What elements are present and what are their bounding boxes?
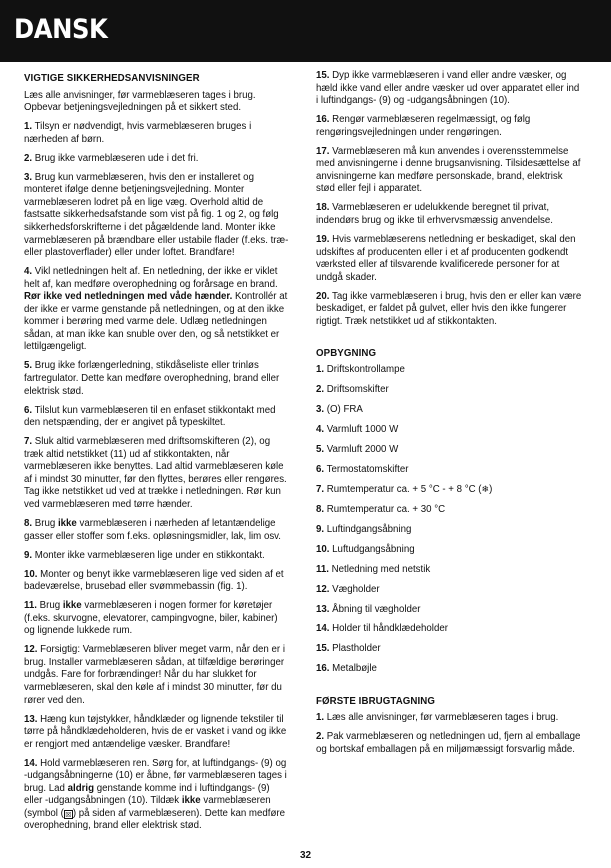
safety-item-9 (24, 550, 290, 563)
item-text: varmeblæseren i nærheden af letantændelige gasser eller stoffer som f.eks. opløsningsmidler, lak, lim osv. (24, 517, 281, 542)
item-text: Varmluft 2000 W (326, 443, 399, 455)
item-text-bold: ikke (181, 795, 201, 807)
item-text: Sluk altid varmeblæseren med driftsomskifteren (2), og træk altid netstikket (11) ud af stikkontakten, når varmeblæseren ikke benyttes. Lad altid varmeblæseren køle af i mindst 30 minutter, før den flyttes, berøres eller rengøres. Tag ikke netstikket ud ved at trække i netledningen. Rør kun ved varmeblæseren med tørre hænder. (24, 436, 287, 510)
item-text: Varmluft 1000 W (326, 423, 399, 435)
item-text: ) på siden af varmeblæseren). Dette kan medføre overophedning, brand eller elektrisk stød. (24, 807, 285, 832)
part-item-15 (316, 643, 582, 656)
item-number: 15. (316, 70, 330, 81)
item-number: 1. (24, 121, 33, 133)
item-text: Termostatomskifter (326, 463, 409, 475)
part-item-14 (316, 623, 582, 636)
item-number: 13. (316, 603, 330, 615)
safety-item-13 (24, 714, 290, 752)
safety-item-6 (24, 405, 290, 430)
item-text: genstande komme ind i luftindgangs- (9) eller -udgangsåbningen (10). Tildæk (24, 782, 270, 807)
item-number: 6. (24, 404, 33, 416)
item-text: Driftsomskifter (326, 384, 389, 396)
page-number: 32 (299, 850, 312, 861)
safety-item-7 (24, 436, 290, 511)
item-text: varmeblæseren (symbol ( (24, 795, 271, 819)
item-number: 7. (24, 436, 33, 448)
item-number: 9. (24, 549, 33, 561)
spacer (316, 335, 582, 345)
item-number: 12. (316, 583, 330, 595)
right-column (316, 70, 582, 763)
spacer (316, 683, 582, 693)
item-text: Varmeblæseren er udelukkende beregnet til privat, indendørs brug og ikke til erhvervsmæssig anvendelse. (316, 202, 553, 226)
item-text: Driftskontrollampe (326, 364, 405, 376)
safety-item-4 (24, 266, 290, 354)
item-text: Pak varmeblæseren og netledningen ud, fjern al emballage og bortskaf emballagen på en miljømæssigt forsvarlig måde. (316, 731, 581, 756)
safety-item-5 (24, 360, 290, 398)
part-item-12 (316, 584, 582, 597)
item-number: 15. (316, 643, 330, 655)
safety-item-19 (316, 234, 582, 284)
item-number: 6. (316, 463, 325, 475)
safety-item-14 (24, 758, 290, 833)
item-text: Luftudgangsåbning (332, 543, 415, 555)
item-text: Hvis varmeblæserens netledning er beskadiget, skal den udskiftes af producenten eller i et af producenten godkendt værksted eller af tilsvarende kvalificerede personer for at undgå skader. (316, 234, 576, 283)
item-text: Brug (39, 600, 61, 612)
item-number: 10. (24, 568, 38, 580)
item-number: 14. (316, 623, 330, 635)
item-number: 8. (316, 504, 325, 516)
item-text: (O) FRA (326, 404, 363, 416)
part-item-13 (316, 604, 582, 617)
safety-item-11 (24, 600, 290, 638)
language-header-bar (0, 0, 611, 62)
item-number: 2. (316, 384, 325, 396)
item-text: Dyp ikke varmeblæseren i vand eller andre væsker, og hæld ikke vand eller andre væsker ud over apparatet eller ind i luftindgangs- (9) og -udgangsåbningen (10). (316, 70, 580, 107)
item-number: 1. (316, 712, 325, 724)
item-text: Tilslut kun varmeblæseren til en enfaset stikkontakt med den netspænding, der er angivet på typeskiltet. (24, 404, 276, 429)
safety-item-18 (316, 202, 582, 227)
part-item-5 (316, 444, 582, 457)
item-text: Rumtemperatur ca. + 5 °C - + 8 °C ( (326, 484, 482, 496)
item-number: 2. (316, 731, 325, 743)
part-item-9 (316, 524, 582, 537)
item-text: Hæng kun tøjstykker, håndklæder og lignende tekstiler til tørre på håndklædeholderen, hvis de er vasket i vand og ikke er rengjort med antændelige væsker. Brandfare! (24, 713, 287, 750)
item-text: Vikl netledningen helt af. En netledning, der ikke er viklet helt af, kan medføre overophedning og forårsage en brand. (24, 266, 278, 290)
item-number: 8. (24, 517, 33, 529)
item-number: 5. (316, 443, 325, 455)
part-item-10 (316, 544, 582, 557)
item-number: 17. (316, 145, 330, 157)
item-number: 9. (316, 524, 325, 536)
safety-item-12 (24, 644, 290, 707)
part-item-8 (316, 504, 582, 517)
item-text: varmeblæseren i nogen former for køretøjer (f.eks. skurvogne, elevatorer, campingvogne, biler, kabiner) og lignende lukkede rum. (24, 600, 278, 637)
item-text-bold: aldrig (67, 782, 95, 794)
item-text: Holder til håndklædeholder (332, 623, 448, 635)
item-text: Hold varmeblæseren ren. Sørg for, at luftindgangs- (9) og -udgangsåbningerne (10) er åbne, før varmeblæseren tages i brug. Lad (24, 757, 287, 794)
item-number: 14. (24, 757, 38, 769)
safety-item-17 (316, 146, 582, 196)
item-number: 20. (316, 290, 330, 302)
item-text: Tag ikke varmeblæseren i brug, hvis den er eller kan være beskadiget, er faldet på gulvet, eller hvis den ikke fungerer rigtigt. Træk netstikket ud af stikkontakten. (316, 290, 582, 327)
safety-item-20 (316, 291, 582, 329)
item-text: Forsigtig: Varmeblæseren bliver meget varm, når den er i brug. Installer varmeblæseren sådan, at tilfældige berøringer undgås. Fare for forbrændinger! Når du har slukket for varmeblæseren, skal den køle af i mindst 30 minutter, før du rører ved den. (24, 644, 285, 706)
safety-item-2 (24, 153, 290, 166)
item-text: Læs alle anvisninger, før varmeblæseren tages i brug. (326, 712, 559, 724)
part-item-2 (316, 384, 582, 397)
item-number: 3. (316, 404, 325, 416)
item-text: Rengør varmeblæseren regelmæssigt, og følg rengøringsvejledningen under rengøringen. (316, 114, 531, 138)
no-cover-icon: ☒ (65, 811, 72, 819)
item-text: Monter ikke varmeblæseren lige under en stikkontakt. (34, 549, 265, 561)
part-item-3 (316, 404, 582, 417)
frost-icon: ❄ (481, 484, 490, 495)
item-number: 13. (24, 713, 38, 725)
safety-item-1 (24, 121, 290, 146)
item-number: 11. (24, 600, 37, 612)
item-number: 16. (316, 663, 330, 675)
safety-item-3 (24, 172, 290, 260)
item-text: Brug (34, 517, 56, 529)
part-item-6 (316, 464, 582, 477)
item-number: 3. (24, 171, 33, 183)
left-column (24, 70, 290, 839)
safety-item-16 (316, 114, 582, 139)
item-text: ) (489, 484, 493, 496)
item-text: Vægholder (332, 583, 380, 595)
part-item-4 (316, 424, 582, 437)
item-text: Kontrollér at der ikke er varme genstande på netledningen, og at den ikke kommer i berøring med varme dele. Udlæg netledningen sådan, at man ikke kan snuble over den, og så netstikket er lettilgængeligt. (24, 291, 288, 353)
item-number: 19. (316, 234, 330, 246)
item-number: 1. (316, 364, 325, 376)
part-item-16 (316, 663, 582, 676)
item-number: 12. (24, 644, 38, 656)
first-use-item-1 (316, 712, 582, 725)
item-number: 11. (316, 563, 329, 575)
item-text-bold: Rør ikke ved netledningen med våde hænder. (24, 291, 233, 303)
item-text-bold: ikke (57, 517, 77, 529)
item-text: Brug ikke varmeblæseren ude i det fri. (34, 152, 199, 164)
item-number: 4. (316, 423, 325, 435)
item-number: 4. (24, 266, 33, 278)
item-number: 7. (316, 484, 325, 496)
item-text: Rumtemperatur ca. + 30 °C (326, 504, 446, 516)
safety-item-15 (316, 70, 582, 108)
item-number: 5. (24, 360, 33, 372)
item-number: 10. (316, 543, 330, 555)
first-use-section-title: FØRSTE IBRUGTAGNING (316, 695, 436, 707)
item-text: Monter og benyt ikke varmeblæseren lige ved siden af et badeværelse, brusebad eller svømmebassin (fig. 1). (24, 568, 284, 593)
item-text: Brug ikke forlængerledning, stikdåseliste eller trinløs fartregulator. Dette kan medføre overophedning, brand eller elektrisk stød. (24, 360, 280, 397)
item-text: Varmeblæseren må kun anvendes i overensstemmelse med anvisningerne i denne brugsanvisning. Tilsidesættelse af anvisningerne kan medføre personskade, brand, elektrisk stød eller fejl i apparatet. (316, 145, 581, 195)
safety-item-10 (24, 569, 290, 594)
item-text-bold: ikke (62, 600, 82, 612)
item-text: Brug kun varmeblæseren, hvis den er installeret og monteret ifølge denne betjeningsvejledning. Monter varmeblæseren lodret på en lige væg. Overhold altid de fastsatte sikkerhedsafstande som vist på fig. 1 og 2, og følg sikkerhedsforskrifterne i det pågældende land. Monter ikke varmeblæseren på brændbare eller ustabile flader (f.eks. træ- eller plastoverflader) eller under loftet. Brandfare! (24, 171, 289, 259)
parts-section-title: OPBYGNING (316, 347, 377, 359)
part-item-7 (316, 483, 582, 497)
safety-intro: Læs alle anvisninger, før varmeblæseren tages i brug. Opbevar betjeningsvejledningen på et sikkert sted. (24, 89, 256, 114)
safety-section-title: VIGTIGE SIKKERHEDSANVISNINGER (24, 73, 200, 84)
item-text: Åbning til vægholder (332, 603, 421, 615)
item-number: 2. (24, 152, 33, 164)
item-text: Tilsyn er nødvendigt, hvis varmeblæseren bruges i nærheden af børn. (24, 121, 252, 145)
part-item-11 (316, 564, 582, 577)
item-text: Plastholder (332, 643, 381, 655)
item-text: Luftindgangsåbning (326, 524, 412, 536)
safety-item-8 (24, 518, 290, 543)
first-use-item-2 (316, 731, 582, 756)
part-item-1 (316, 364, 582, 377)
language-title: DANSK (14, 14, 108, 45)
item-number: 18. (316, 202, 330, 214)
item-text: Metalbøjle (332, 663, 377, 675)
item-number: 16. (316, 114, 330, 126)
item-text: Netledning med netstik (331, 563, 431, 575)
